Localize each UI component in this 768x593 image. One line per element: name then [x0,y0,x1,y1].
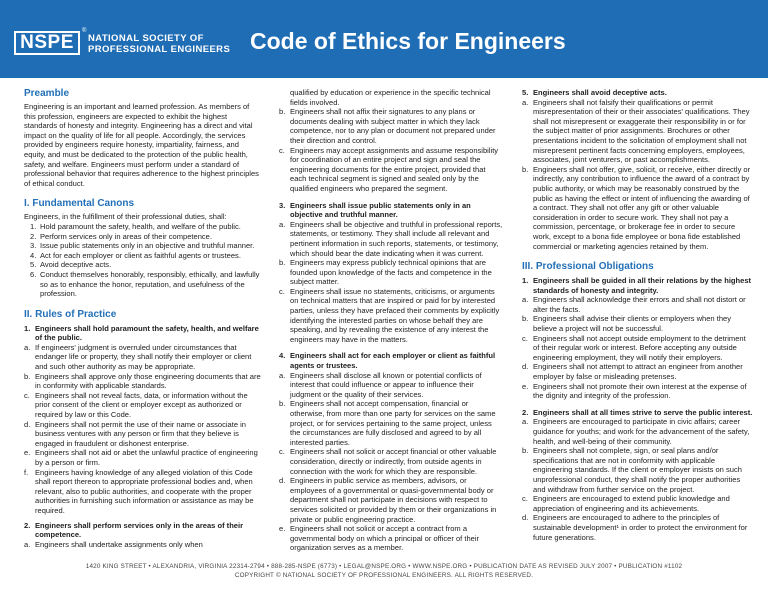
org-name-line1: NATIONAL SOCIETY OF [88,33,204,44]
rule-4-heading: 4. Engineers shall act for each employer or client as faithful agents or trustees. [279,351,496,371]
list-item: 5. Avoid deceptive acts. [30,260,112,270]
list-item: a. Engineers shall not falsify their qualifications or permit misrepresentation of their or their associates' qualifications. They shall not misrepresent or exaggerate their responsibility in or for the subject matter of prior assignments. Brochures or other presentations incident to the solicitation of employment shall not misrepresent pertinent facts concerning employers, employees, associates, joint venturers, or past accomplishments. [522,97,750,165]
preamble-text: Engineering is an important and learned profession. As members of this profession, engineers are expected to exhibit the highest standards of honesty and integrity. Engineering has a direct and vital impact on the quality of life for all people. Accordingly, the services provided by engineers require honesty, impartiality, fairness, and equity, and must be dedicated to the protection of the public health, safety, and welfare. Engineers must perform under a standard of professional behavior that requires adherence to the highest principles of ethical conduct. [24,102,259,188]
list-item: b. Engineers shall not complete, sign, or seal plans and/or specifications that are not in conformity with applicable engineering standards. If the client or employer insists on such unprofessional conduct, they shall notify the proper authorities and withdraw from further service on the project. [522,446,742,494]
list-item: c. Engineers shall issue no statements, criticisms, or arguments on technical matters that are inspired or paid for by interested parties, unless they have prefaced their comments by explicitly identifying the interested parties on whose behalf they are speaking, and by revealing the existence of any interest the engineers may have in the matters. [279,286,500,344]
list-item: e. Engineers shall not promote their own interest at the expense of the dignity and integrity of the profession. [522,381,747,401]
list-item-continued: qualified by education or experience in the specific technical fields involved. [290,88,491,107]
page-title: Code of Ethics for Engineers [250,28,566,54]
list-item: b. Engineers may express publicly technical opinions that are founded upon knowledge of the facts and competence in the subject matter. [279,258,492,287]
footer-contact-line: 1420 KING STREET • ALEXANDRIA, VIRGINIA 22314-2794 • 888-285-NSPE (6773) • LEGAL@NSPE.ORG • WWW.NSPE.ORG • PUBLICATION DATE AS REVISED JULY 2007 • PUBLICATION #1102 [85,563,683,570]
registered-mark: ® [82,28,87,34]
list-item: b. Engineers shall not affix their signatures to any plans or documents dealing with subject matter in which they lack competence, nor to any plan or document not prepared under their direction and control. [279,107,496,145]
list-item: b. Engineers shall advise their clients or employers when they believe a project will not be successful. [522,314,731,334]
list-item: d. Engineers shall not permit the use of their name or associate in business ventures with any person or firm that they believe is engaged in fraudulent or dishonest enterprise. [24,419,247,448]
list-item: f. Engineers having knowledge of any alleged violation of this Code shall report thereon to appropriate professional bodies and, when relevant, also to public authorities, and cooperate with the proper authorities in furnishing such information or assistance as may be required. [24,467,254,515]
list-item: d. Engineers are encouraged to adhere to the principles of sustainable development¹ in order to protect the environment for future generations. [522,513,748,542]
footer [0,562,768,580]
rule-2-heading: 2. Engineers shall perform services only in the areas of their competence. [24,520,244,540]
canons-heading: I. Fundamental Canons [24,198,135,210]
obligations-heading: III. Professional Obligations [522,261,654,273]
list-item: 3. Issue public statements only in an objective and truthful manner. [30,241,255,251]
list-item: a. Engineers shall disclose all known or potential conflicts of interest that could influence or appear to influence their judgment or the quality of their services. [279,370,482,399]
list-item: c. Engineers shall not reveal facts, data, or information without the prior consent of the client or employer except as authorized or required by law or this Code. [24,390,248,420]
list-item: 1. Hold paramount the safety, health, and welfare of the public. [30,221,241,231]
list-item: 2. Perform services only in areas of their competence. [30,231,212,241]
rule-1-heading: 1. Engineers shall hold paramount the safety, health, and welfare of the public. [24,323,259,343]
footer-copyright: COPYRIGHT © NATIONAL SOCIETY OF PROFESSIONAL ENGINEERS. ALL RIGHTS RESERVED. [234,572,534,579]
list-item: a. If engineers' judgment is overruled under circumstances that endanger life or property, they shall notify their employer or client and such other authority as may be appropriate. [24,342,252,372]
org-name-line2: PROFESSIONAL ENGINEERS [88,44,231,55]
canons-intro: Engineers, in the fulfillment of their professional duties, shall: [24,212,227,222]
list-item: b. Engineers shall not accept compensation, financial or otherwise, from more than one party for services on the same project, or for services pertaining to the same project, unless the circumstances are fully disclosed and agreed to by all interested parties. [279,399,496,447]
column-1 [24,88,262,549]
list-item: a. Engineers shall undertake assignments only when [24,539,203,549]
list-item: c. Engineers shall not solicit or accept financial or other valuable consideration, directly or indirectly, from outside agents in connection with the work for which they are responsible. [279,447,497,476]
list-item: c. Engineers shall not accept outside employment to the detriment of their regular work or interest. Before accepting any outside engineering employment, they will notify their employers. [522,333,746,362]
nspe-logo: NSPE [14,31,80,55]
obligation-2-heading: 2. Engineers shall at all times strive to serve the public interest. [522,407,753,417]
obligation-1-heading: 1. Engineers shall be guided in all their relations by the highest standards of honesty and integrity. [522,276,752,295]
list-item: b. Engineers shall approve only those engineering documents that are in conformity with applicable standards. [24,371,261,391]
canons-list [24,222,262,299]
practice-heading: II. Rules of Practice [24,308,117,320]
list-item: e. Engineers shall not aid or abet the unlawful practice of engineering by a person or firm. [24,448,258,467]
preamble-heading: Preamble [24,88,70,99]
list-item: a. Engineers shall acknowledge their errors and shall not distort or alter the facts. [522,295,746,314]
list-item: b. Engineers shall not offer, give, solicit, or receive, either directly or indirectly, any contribution to influence the award of a contract by public authority, or which may be reasonably construed by the public as having the effect or intent of influencing the awarding of a contract. They shall not offer any gift or other valuable consideration in order to secure work. They shall not pay a commission, percentage, or brokerage fee in order to secure work, except to a bona fide employee or bona fide established commercial or marketing agencies retained by them. [522,164,751,251]
list-item: d. Engineers in public service as members, advisors, or employees of a governmental or quasi-governmental body or department shall not participate in decisions with respect to services solicited or provided by them or their organizations in private or public engineering practice. [279,476,497,524]
list-item: a. Engineers are encouraged to participate in civic affairs; career guidance for youths; and work for the advancement of the safety, health, and well-being of their community. [522,417,750,446]
list-item: e. Engineers shall not solicit or accept a contract from a governmental body on which a principal or officer of their organization serves as a member. [279,524,480,553]
list-item: c. Engineers are encouraged to extend public knowledge and appreciation of engineering and its achievements. [522,494,730,513]
list-item: 6. Conduct themselves honorably, responsibly, ethically, and lawfully so as to enhance the honor, reputation, and usefulness of the profession. [30,269,260,299]
rule-5-heading: 5. Engineers shall avoid deceptive acts. [522,88,667,97]
org-name [88,33,230,55]
rule-3-heading: 3. Engineers shall issue public statements only in an objective and truthful manner. [279,200,471,220]
list-item: c. Engineers may accept assignments and assume responsibility for coordination of an entire project and sign and seal the engineering documents for the entire project, provided that each technical segment is signed and sealed only by the qualified engineers who prepared the segment. [279,145,499,193]
list-item: a. Engineers shall be objective and truthful in professional reports, statements, or testimony. They shall include all relevant and pertinent information in such reports, statements, or testimony, which should bear the date indicating when it was current. [279,219,503,258]
list-item: d. Engineers shall not attempt to attract an engineer from another employer by false or misleading pretenses. [522,362,743,382]
column-3 [522,88,754,542]
column-2 [279,88,503,553]
header-banner [0,0,768,78]
list-item: 4. Act for each employer or client as faithful agents or trustees. [30,250,241,260]
